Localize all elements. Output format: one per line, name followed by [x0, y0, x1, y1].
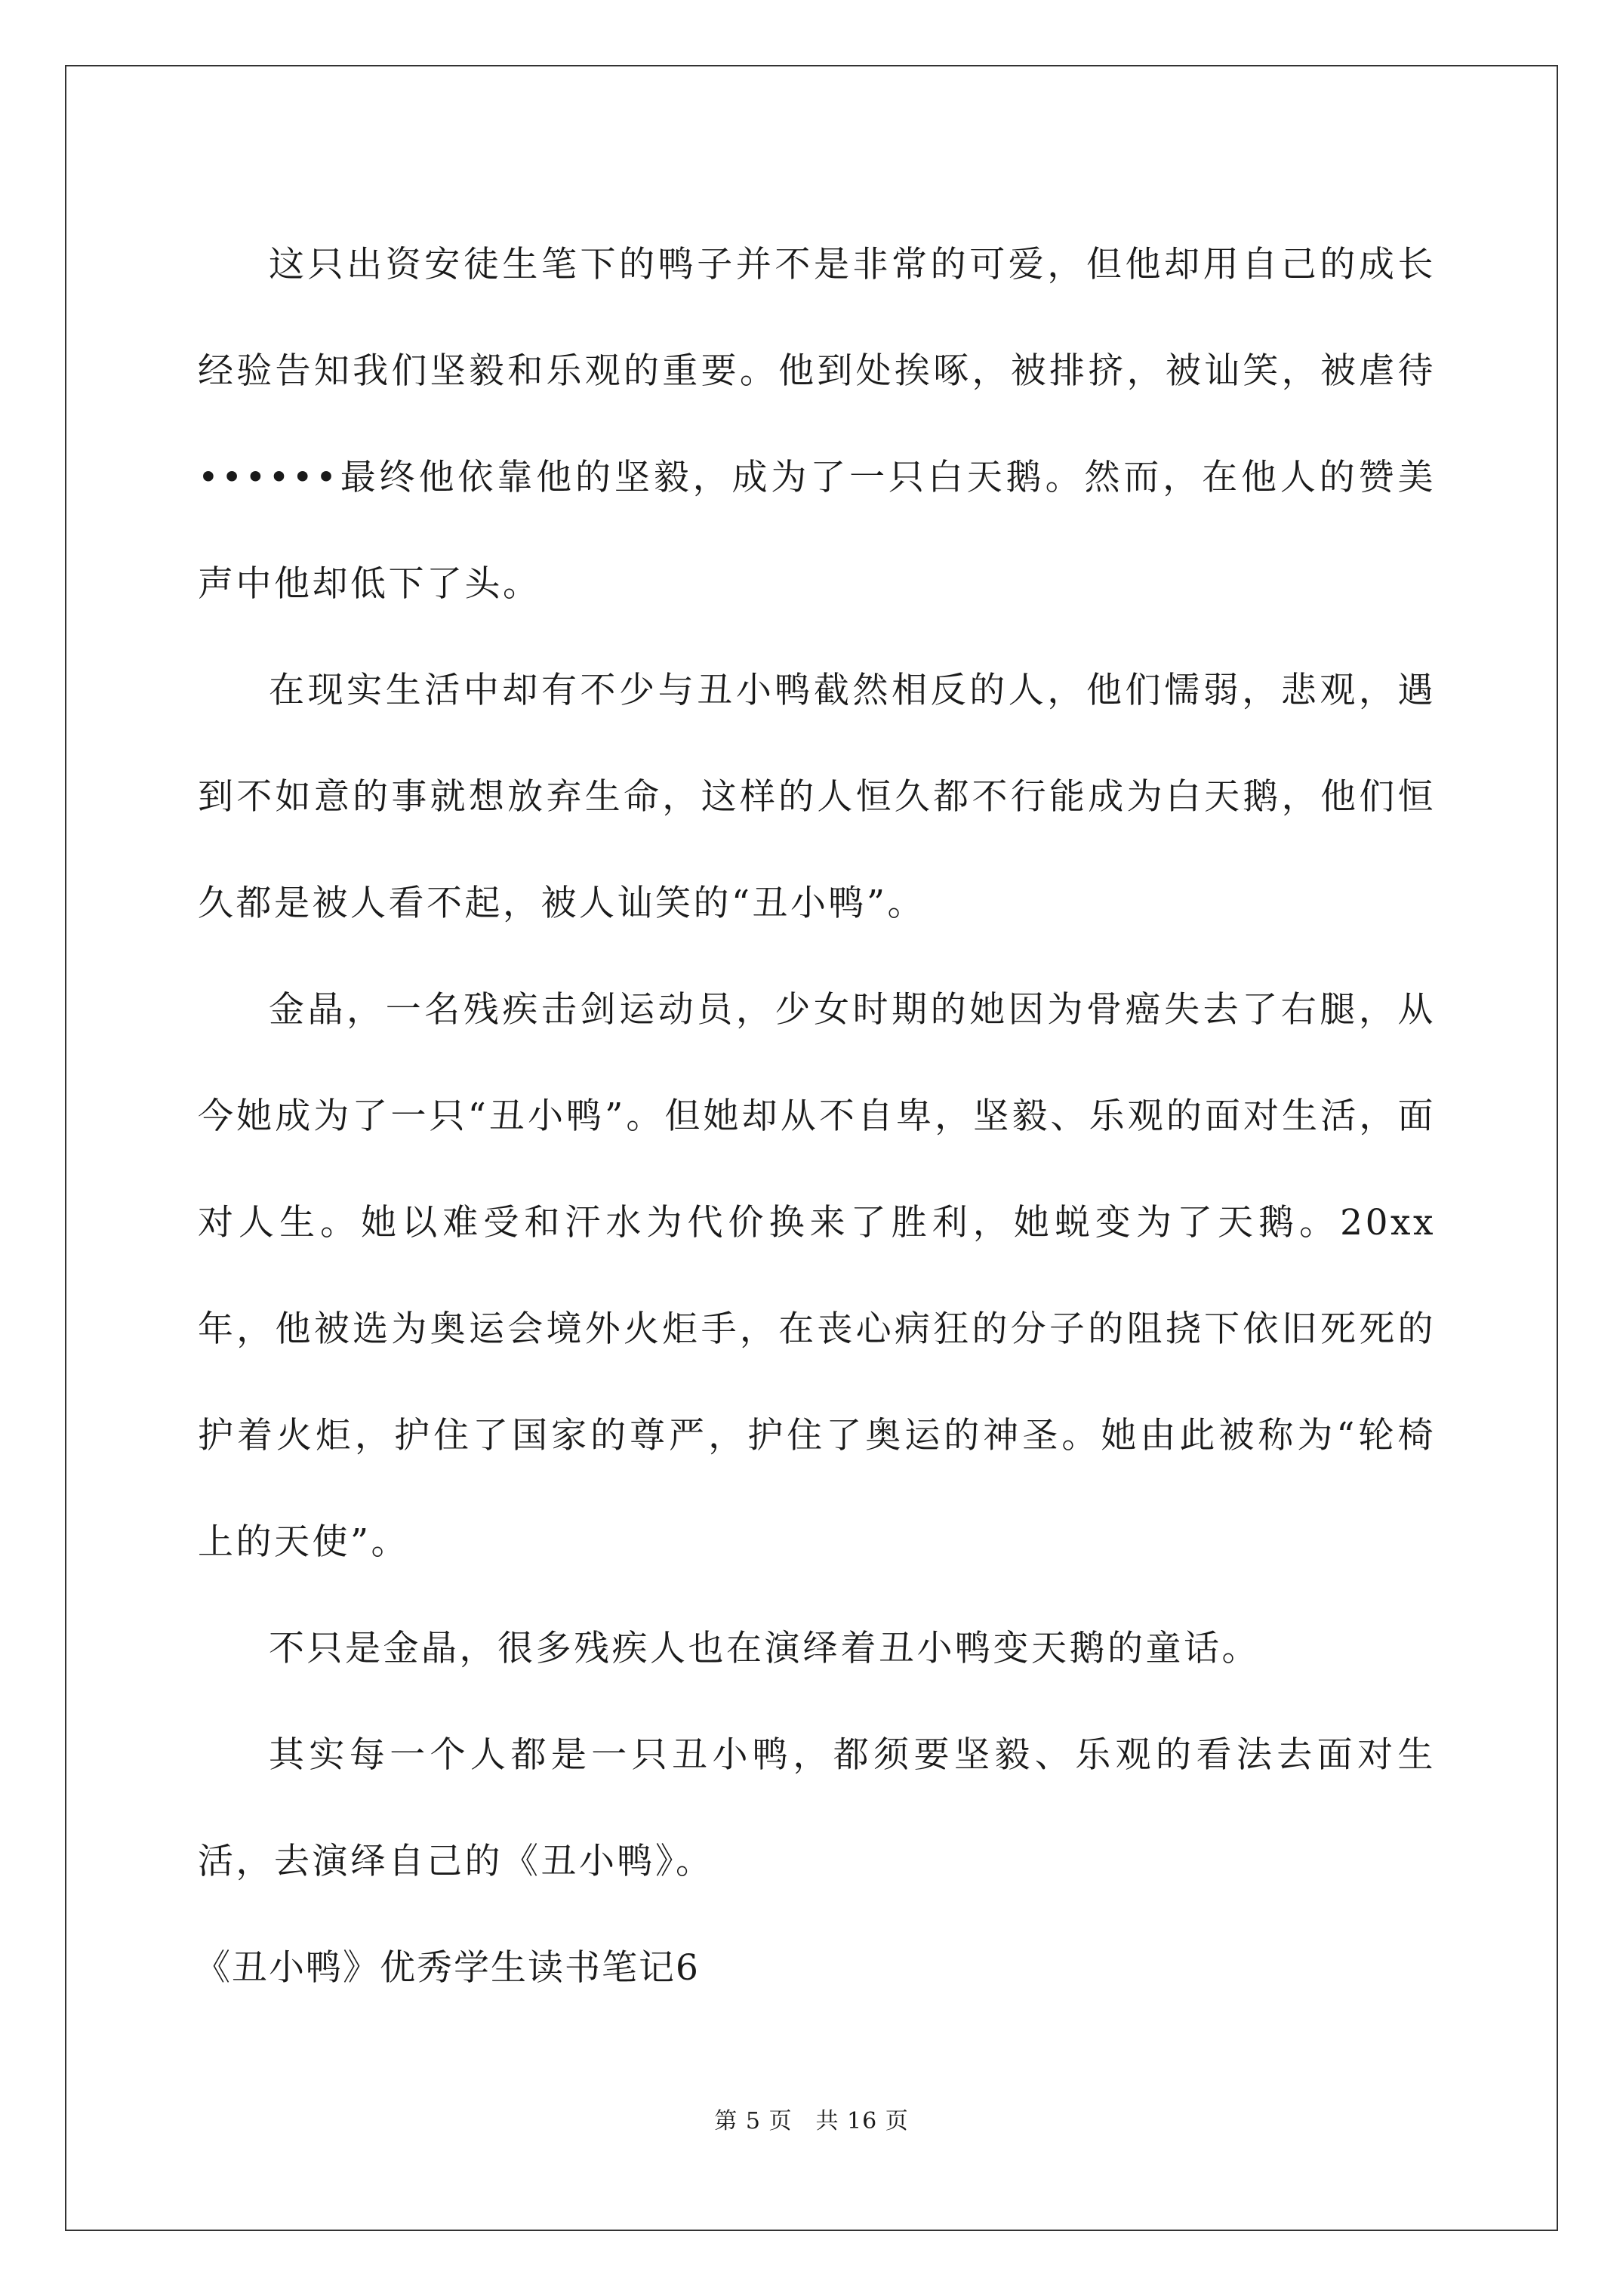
page-number-footer: 第 5 页 共 16 页 [714, 2108, 909, 2134]
document-body [195, 211, 1436, 2021]
paragraph-2: 在现实生活中却有不少与丑小鸭截然相反的人，他们懦弱，悲观，遇到不如意的事就想放弃生命，这样的人恒久都不行能成为白天鹅，他们恒久都是被人看不起，被人讪笑的“丑小鸭”。 [198, 670, 1436, 924]
paragraph-1: 这只出资安徒生笔下的鸭子并不是非常的可爱，但他却用自己的成长经验告知我们坚毅和乐观的重要。他到处挨啄，被排挤，被讪笑，被虐待••••••最终他依靠他的坚毅，成为了一只白天鹅。然而，在他人的赞美声中他却低下了头。 [198, 244, 1436, 605]
paragraph-3: 金晶，一名残疾击剑运动员，少女时期的她因为骨癌失去了右腿，从今她成为了一只“丑小鸭”。但她却从不自卑，坚毅、乐观的面对生活，面对人生。她以难受和汗水为代价换来了胜利，她蜕变为了天鹅。20xx年，他被选为奥运会境外火炬手，在丧心病狂的分子的阻挠下依旧死死的护着火炬，护住了国家的尊严，护住了奥运的神圣。她由此被称为“轮椅上的天使”。 [198, 989, 1436, 1563]
section-heading: 《丑小鸭》优秀学生读书笔记6 [195, 1947, 700, 1989]
paragraph-4: 不只是金晶，很多残疾人也在演绎着丑小鸭变天鹅的童话。 [269, 1628, 1260, 1669]
paragraph-5: 其实每一个人都是一只丑小鸭，都须要坚毅、乐观的看法去面对生活，去演绎自己的《丑小鸭》。 [198, 1734, 1436, 1882]
